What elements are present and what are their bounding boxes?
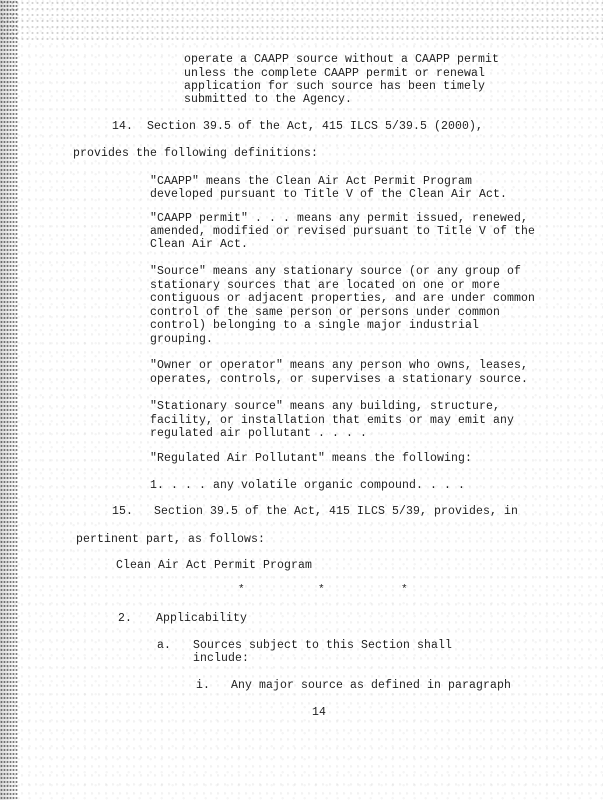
section-heading: Clean Air Act Permit Program <box>116 559 313 572</box>
text-line: control) belonging to a single major industrial <box>150 319 480 332</box>
star-mark: * <box>318 584 325 596</box>
paragraph-intro: Section 39.5 of the Act, 415 ILCS 5/39, provides, in <box>154 505 519 518</box>
text-line: "CAAPP" means the Clean Air Act Permit Program <box>150 175 473 188</box>
text-line: "Owner or operator" means any person who owns, leases, <box>150 359 529 372</box>
text-line: Sources subject to this Section shall <box>193 639 453 652</box>
text-line: amended, modified or revised pursuant to Title V of the <box>150 225 536 238</box>
paragraph-intro-continued: provides the following definitions: <box>73 147 319 160</box>
text-line: Clean Air Act. <box>150 238 249 251</box>
text-line: regulated air pollutant . . . . <box>150 427 368 440</box>
scan-top-noise <box>0 0 603 40</box>
item-label: i. <box>196 679 211 692</box>
subsection-title: Applicability <box>156 612 248 625</box>
text-line: "Regulated Air Pollutant" means the following: <box>150 452 473 465</box>
page-number: 14 <box>312 706 327 719</box>
text-line: "CAAPP permit" . . . means any permit issued, renewed, <box>150 212 529 225</box>
paragraph-number: 14. <box>112 120 134 133</box>
subsection-number: 2. <box>118 612 133 625</box>
paragraph-number: 15. <box>112 505 134 518</box>
text-line: developed pursuant to Title V of the Clean Air Act. <box>150 188 508 201</box>
paragraph-intro: Section 39.5 of the Act, 415 ILCS 5/39.5 (2000), <box>147 120 484 133</box>
text-line: include: <box>193 652 250 665</box>
text-line: stationary sources that are located on one or more <box>150 279 501 292</box>
text-line: submitted to the Agency. <box>184 93 353 106</box>
paragraph-intro-continued: pertinent part, as follows: <box>76 533 266 546</box>
text-line: operate a CAAPP source without a CAAPP permit <box>184 53 500 66</box>
text-line: "Source" means any stationary source (or any group of <box>150 265 522 278</box>
text-line: 1. . . . any volatile organic compound. . . . <box>150 479 466 492</box>
text-line: control of the same person or persons under common <box>150 306 501 319</box>
item-label: a. <box>157 639 172 652</box>
text-line: unless the complete CAAPP permit or renewal <box>184 67 486 80</box>
text-line: "Stationary source" means any building, structure, <box>150 400 501 413</box>
text-line: operates, controls, or supervises a stationary source. <box>150 373 529 386</box>
text-line: application for such source has been timely <box>184 80 486 93</box>
star-mark: * <box>238 584 245 596</box>
text-line: contiguous or adjacent properties, and are under common <box>150 292 536 305</box>
scan-edge-noise <box>0 0 18 800</box>
text-line: Any major source as defined in paragraph <box>231 679 512 692</box>
text-line: grouping. <box>150 333 214 346</box>
star-mark: * <box>401 584 408 596</box>
text-line: facility, or installation that emits or may emit any <box>150 414 515 427</box>
